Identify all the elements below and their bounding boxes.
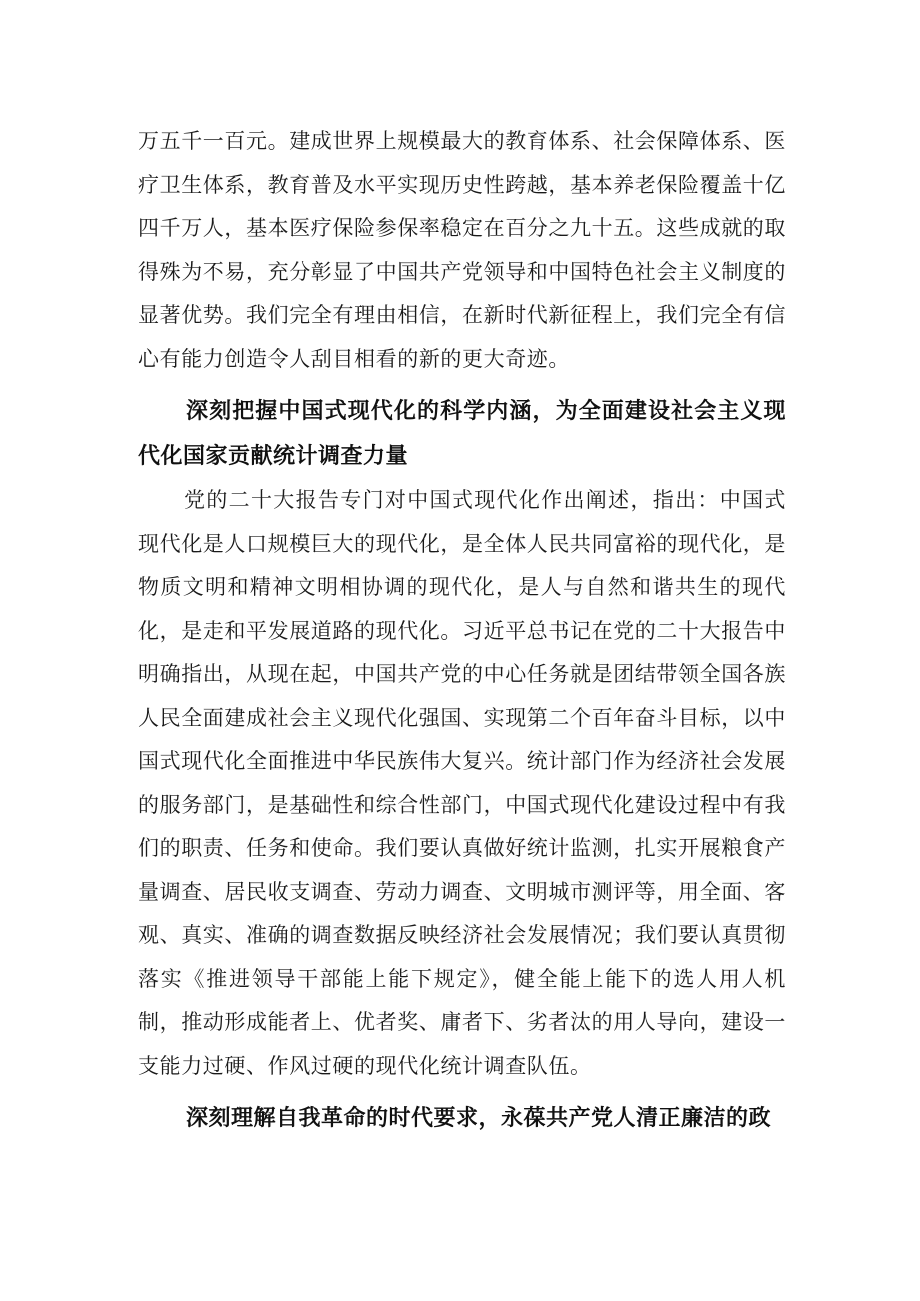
paragraph-spacer (138, 381, 786, 389)
section-heading: 深刻把握中国式现代化的科学内涵，为全面建设社会主义现代化国家贡献统计调查力量 (138, 399, 786, 469)
document-body (138, 120, 786, 1141)
section-heading: 深刻理解自我革命的时代要求，永葆共产党人清正廉洁的政 (186, 1106, 772, 1131)
body-paragraph: 万五千一百元。建成世界上规模最大的教育体系、社会保障体系、医疗卫生体系，教育普及水平实现历史性跨越，基本养老保险覆盖十亿四千万人，基本医疗保险参保率稳定在百分之九十五。这些成就的取得殊为不易，充分彰显了中国共产党领导和中国特色社会主义制度的显著优势。我们完全有理由相信，在新时代新征程上，我们完全有信心有能力创造令人刮目相看的新的更大奇迹。 (138, 129, 786, 371)
body-paragraph: 党的二十大报告专门对中国式现代化作出阐述，指出：中国式现代化是人口规模巨大的现代化，是全体人民共同富裕的现代化，是物质文明和精神文明相协调的现代化，是人与自然和谐共生的现代化，是走和平发展道路的现代化。习近平总书记在党的二十大报告中明确指出，从现在起，中国共产党的中心任务就是团结带领全国各族人民全面建成社会主义现代化强国、实现第二个百年奋斗目标，以中国式现代化全面推进中华民族伟大复兴。统计部门作为经济社会发展的服务部门，是基础性和综合性部门，中国式现代化建设过程中有我们的职责、任务和使命。我们要认真做好统计监测，扎实开展粮食产量调查、居民收支调查、劳动力调查、文明城市测评等，用全面、客观、真实、准确的调查数据反映经济社会发展情况；我们要认真贯彻落实《推进领导干部能上能下规定》，健全能上能下的选人用人机制，推动形成能者上、优者奖、庸者下、劣者汰的用人导向，建设一支能力过硬、作风过硬的现代化统计调查队伍。 (138, 488, 786, 1078)
paragraph-spacer (138, 1088, 786, 1096)
